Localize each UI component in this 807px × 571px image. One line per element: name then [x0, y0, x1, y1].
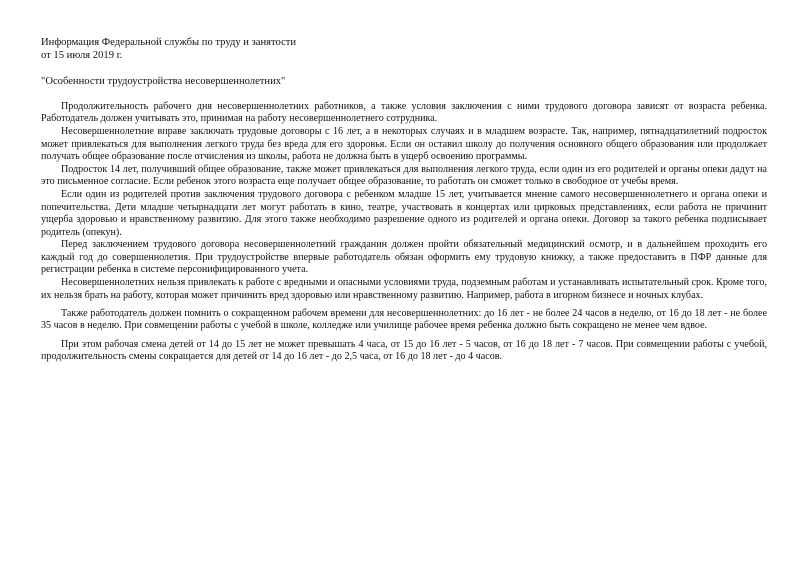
paragraph: Несовершеннолетних нельзя привлекать к работе с вредными и опасными условиями труда, подземным работам и устанавливать испытательный срок. Кроме того, их нельзя брать на работу, которая может причинить вред здоровью или нравственному развитию. Например, работа в игорном бизнесе и ночных клубах.: [41, 277, 767, 301]
issuer-line: Информация Федеральной службы по труду и занятости: [41, 37, 297, 48]
paragraph: Перед заключением трудового договора несовершеннолетний гражданин должен пройти обязательный медицинский осмотр, и в дальнейшем проходить его каждый год до совершеннолетия. При трудоустройстве впервые работодатель обязан оформить ему трудовую книжку, а также предоставить в ПФР данные для регистрации ребенка в системе персонифицированного учета.: [41, 239, 767, 276]
paragraph: Продолжительность рабочего дня несовершеннолетних работников, а также условия заключения с ними трудового договора зависят от возраста ребенка. Работодатель должен учитывать это, принимая на работу несовершеннолетнего сотрудника.: [41, 101, 767, 125]
paragraph: Также работодатель должен помнить о сокращенном рабочем времени для несовершеннолетних: до 16 лет - не более 24 часов в неделю, от 16 до 18 лет - не более 35 часов в неделю. При совмещении работы с учебой в школе, колледже или училище рабочее время ребенка должно быть сокращено не менее чем вдвое.: [41, 308, 767, 332]
paragraph: Если один из родителей против заключения трудового договора с ребенком младше 15 лет, учитывается мнение самого несовершеннолетнего и органа опеки и попечительства. Дети младше четырнадцати лет могут работать в кино, театре, участвовать в концертах или цирковых представлениях, если работа не причинит ущерба здоровью и нравственному развитию. Для этого также необходимо разрешение одного из родителей и органа опеки. Договор за такого ребенка подписывает родитель (опекун).: [41, 189, 767, 238]
paragraph: При этом рабочая смена детей от 14 до 15 лет не может превышать 4 часа, от 15 до 16 лет - 5 часов, от 16 до 18 лет - 7 часов. При совмещении работы с учебой, продолжительность смены сокращается для детей от 14 до 16 лет - до 2,5 часа, от 16 до 18 лет - до 4 часов.: [41, 338, 767, 363]
paragraph: Подросток 14 лет, получивший общее образование, также может привлекаться для выполнения легкого труда, если один из его родителей и органы опеки дадут на это письменное согласие. Если ребенок этого возраста еще получает общее образование, то работать он сможет только в свободное от учебы время.: [41, 164, 767, 188]
document-body: [41, 36, 767, 364]
paragraph: Несовершеннолетние вправе заключать трудовые договоры с 16 лет, а в некоторых случаях и в младшем возрасте. Так, например, пятнадцатилетний подросток может привлекаться для выполнения легкого труда без вреда для его здоровья. Если он оставил школу до получения основного общего образования или продолжает получать общее образование после отчисления из школы, работа не должна быть в ущерб освоению программы.: [41, 126, 767, 163]
document-title: "Особенности трудоустройства несовершеннолетних": [41, 76, 286, 87]
document-date: от 15 июля 2019 г.: [41, 50, 123, 61]
